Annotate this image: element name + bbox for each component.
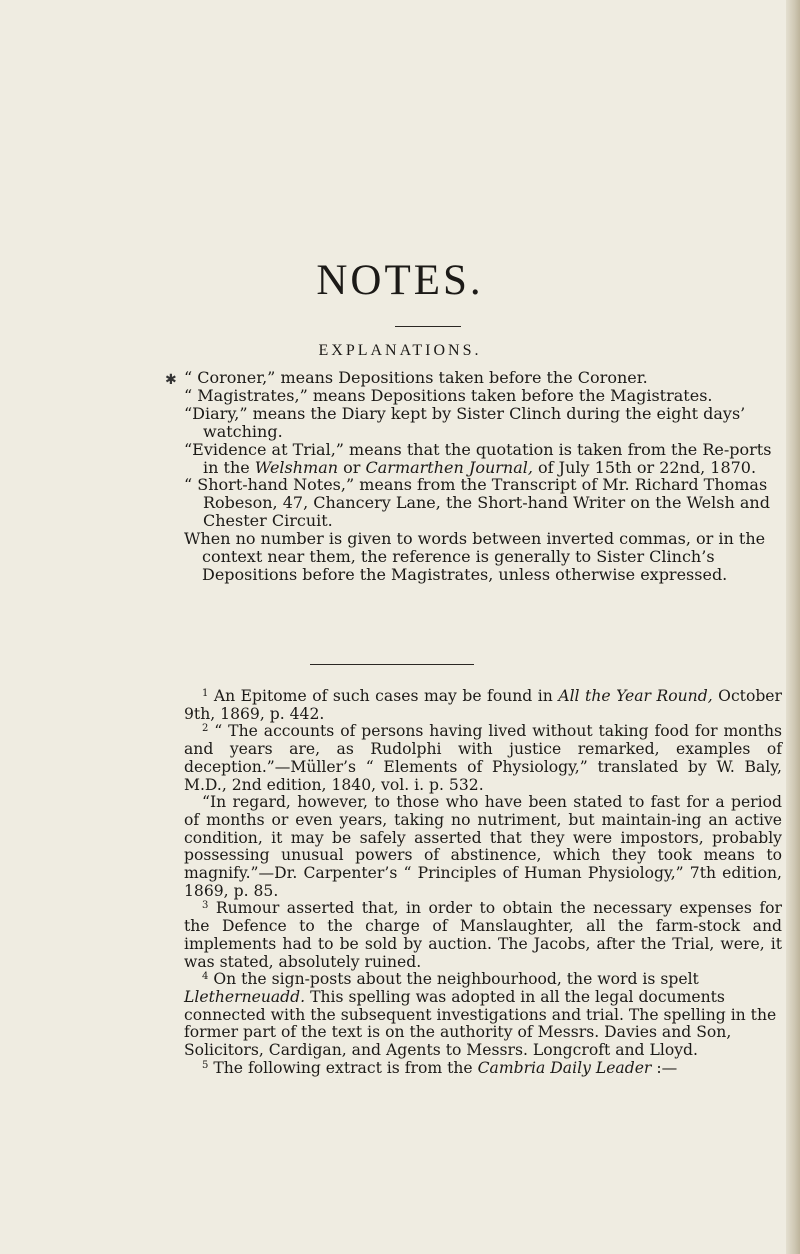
explanation-text: means the Diary kept by Sister Clinch during the eight days’ watching.	[203, 403, 746, 441]
footnote-number: 3	[202, 900, 209, 912]
section-heading: EXPLANATIONS.	[318, 342, 482, 359]
footnote-1	[184, 688, 782, 723]
footnote-text: On the sign-posts about the neighbourhood, the word is spelt	[208, 970, 699, 989]
margin-mark: ✱	[165, 372, 177, 388]
footnote-text: October 9th, 1869, p. 442.	[184, 687, 782, 723]
footnote-rule	[310, 664, 474, 665]
explanation-item	[184, 530, 782, 584]
footnote-number: 5	[202, 1059, 209, 1071]
footnotes	[184, 688, 782, 1077]
footnote-number: 4	[202, 971, 209, 983]
explanations-list	[184, 369, 782, 584]
footnote-text: “ The accounts of persons having lived without taking food for months and years are, as Rudolphi with justice remarked, examples of deception.”—Müller’s “ Elements of Physiology,” translated by W. Baly, M.D., 2nd edition, 1840, vol. i. p. 532.	[184, 722, 782, 794]
explanation-text: means that the quotation is taken from the Re-ports in the	[203, 439, 772, 477]
footnote-number: 1	[202, 688, 209, 699]
explanation-text: means from the Transcript of Mr. Richard Thomas Robeson, 47, Chancery Lane, the Short-hand Writer on the Welsh and Chester Circuit.	[203, 475, 770, 531]
footnote-4	[184, 971, 782, 1060]
publication-title: All the Year Round,	[558, 687, 713, 705]
footnote-2-continued	[184, 794, 782, 900]
explanation-text: of July 15th or 22nd, 1870.	[532, 457, 757, 477]
footnote-2	[184, 723, 782, 794]
page-edge	[786, 0, 800, 1254]
explanation-item	[184, 441, 782, 477]
page-title: NOTES.	[316, 257, 484, 304]
place-name: Lletherneuadd.	[184, 987, 306, 1006]
explanation-item	[184, 387, 782, 405]
explanation-term: “ Short-hand Notes,”	[184, 475, 355, 495]
explanation-term: “Evidence at Trial,”	[184, 439, 344, 459]
title-rule	[395, 326, 461, 327]
footnote-5	[184, 1060, 782, 1078]
footnote-text: The following extract is from the	[208, 1058, 478, 1077]
footnote-text: “In regard, however, to those who have been stated to fast for a period of months or even years, taking no nutriment, but maintain-ing an active condition, it may be safely asserted that they were impostors, probably possessing unusual powers of abstinence, which they took means to magnify.”—Dr. Carpenter’s “ Principles of Human Physiology,” 7th edition, 1869, p. 85.	[184, 793, 782, 900]
explanation-item	[184, 405, 782, 441]
footnote-text: :—	[651, 1058, 678, 1077]
footnote-3	[184, 900, 782, 971]
footnote-text: This spelling was adopted in all the legal documents connected with the subsequent investigations and trial. The spelling in the former part of the text is on the authority of Messrs. Davies and Son, Solicitors, Cardigan, and Agents to Messrs. Longcroft and Lloyd.	[184, 987, 777, 1060]
explanation-text: means Depositions taken before the Magistrates.	[307, 385, 713, 405]
explanation-item	[184, 476, 782, 530]
publication-title: Cambria Daily Leader	[477, 1058, 652, 1077]
newspaper-title: Carmarthen Journal,	[365, 457, 533, 477]
footnote-text: An Epitome of such cases may be found in	[208, 687, 559, 705]
explanation-text: When no number is given to words between inverted commas, or in the context near them, the reference is generally to Sister Clinch’s Depositions before the Magistrates, unless otherwise expressed.	[184, 529, 766, 584]
explanation-term: “ Magistrates,”	[184, 385, 308, 405]
explanation-text: means Depositions taken before the Coroner.	[275, 368, 648, 387]
footnote-text: Rumour asserted that, in order to obtain the necessary expenses for the Defence to the charge of Manslaughter, all the farm-stock and implements had to be sold by auction. The Jacobs, after the Trial, were, it was stated, absolutely ruined.	[184, 899, 782, 971]
footnote-number: 2	[202, 723, 209, 735]
explanation-text: or	[338, 457, 366, 477]
explanation-item	[184, 369, 782, 387]
newspaper-title: Welshman	[254, 457, 339, 477]
explanation-term: “Diary,”	[184, 403, 248, 423]
explanation-term: “ Coroner,”	[184, 368, 276, 387]
